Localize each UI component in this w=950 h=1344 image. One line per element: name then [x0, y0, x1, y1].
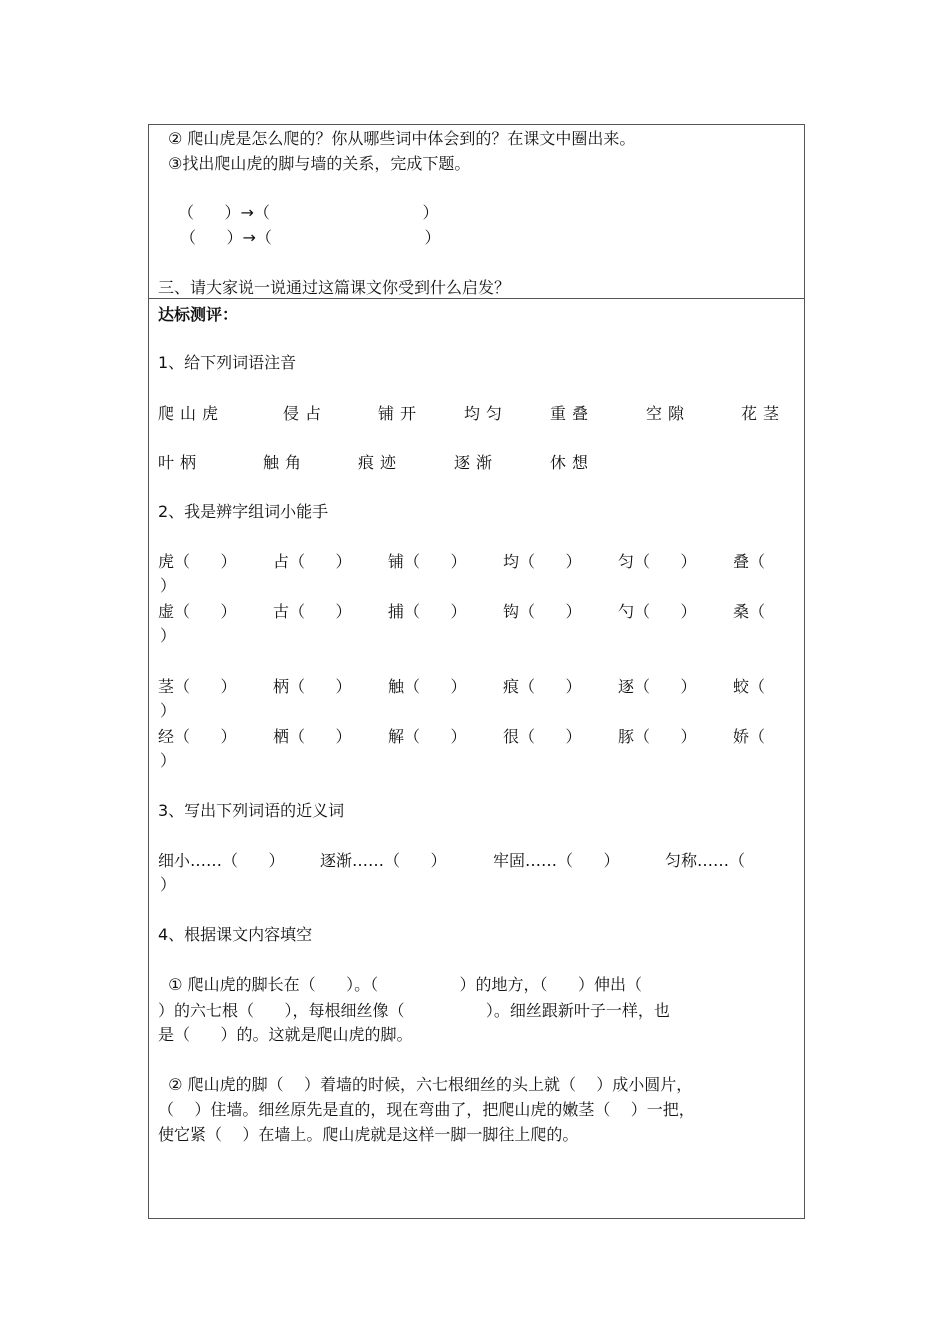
cell-text: 经: [158, 727, 175, 746]
cell-text: 解: [388, 727, 405, 746]
cell-text: （ ）: [634, 727, 697, 746]
char-cell: [273, 726, 352, 748]
cell-text: 古: [273, 602, 290, 621]
synonym-item: [320, 850, 447, 872]
cell-text: （ ）: [289, 727, 352, 746]
task-3-title: 3、写出下列词语的近义词: [158, 801, 345, 820]
cell-text: 捕: [388, 602, 405, 621]
arrow-row-1: （ ）→（ ）: [178, 203, 439, 222]
wrap-close-paren: ）: [160, 626, 177, 645]
task-4-p1-line-3: 是（ ）的。这就是爬山虎的脚。: [158, 1025, 413, 1044]
cell-text: 娇: [733, 727, 750, 746]
cell-text: 逐: [618, 677, 635, 696]
cell-text: （ ）: [634, 677, 697, 696]
task-4-p2-line-2: （ ）住墙。细丝原先是直的，现在弯曲了，把爬山虎的嫩茎（ ）一把，: [158, 1100, 695, 1119]
cell-text: （: [749, 552, 766, 571]
word: 痕迹: [358, 453, 403, 472]
char-cell: [733, 726, 765, 748]
char-cell: [503, 601, 582, 623]
cell-text: （: [749, 727, 766, 746]
synonym-item: [493, 850, 620, 872]
char-cell: [733, 551, 765, 573]
char-cell: [388, 726, 467, 748]
char-cell: [273, 551, 352, 573]
cell-text: 匀称……: [665, 851, 730, 870]
char-cell: [503, 726, 582, 748]
cell-text: （ ）: [557, 851, 620, 870]
char-cell: [618, 676, 697, 698]
cell-text: 蛟: [733, 677, 750, 696]
word: 休想: [550, 453, 595, 472]
cell-text: （ ）: [634, 602, 697, 621]
cell-text: （ ）: [404, 727, 467, 746]
test-heading: 达标测评：: [158, 305, 239, 324]
cell-text: 触: [388, 677, 405, 696]
cell-text: 豚: [618, 727, 635, 746]
cell-text: （: [749, 677, 766, 696]
task-2-title: 2、我是辨字组词小能手: [158, 502, 329, 521]
part-3-prompt: 三、请大家说一说通过这篇课文你受到什么启发？: [158, 278, 511, 297]
cell-text: 虎: [158, 552, 175, 571]
char-cell: [503, 551, 582, 573]
char-cell: [158, 726, 237, 748]
word: 均匀: [464, 404, 509, 423]
task-4-p1-line-1: ① 爬山虎的脚长在（ ）。（ ）的地方，（ ）伸出（: [158, 975, 643, 994]
char-cell: [618, 726, 697, 748]
wrap-close-paren: ）: [160, 701, 177, 720]
word: 花茎: [741, 404, 786, 423]
cell-text: （: [749, 602, 766, 621]
word: 爬山虎: [158, 404, 225, 423]
synonym-item: [665, 850, 745, 872]
wrap-close-paren: ）: [160, 875, 177, 894]
cell-text: 茎: [158, 677, 175, 696]
word: 重叠: [550, 404, 595, 423]
cell-text: 逐渐……: [320, 851, 385, 870]
task-4-title: 4、根据课文内容填空: [158, 925, 313, 944]
cell-text: （ ）: [174, 602, 237, 621]
word: 逐渐: [454, 453, 499, 472]
task-4-p2-line-1: ② 爬山虎的脚（ ）着墙的时候，六七根细丝的头上就（ ）成小圆片，: [158, 1075, 693, 1094]
cell-text: 柄: [273, 677, 290, 696]
cell-text: （ ）: [404, 602, 467, 621]
char-cell: [158, 551, 237, 573]
char-cell: [733, 676, 765, 698]
cell-text: 细小……: [158, 851, 223, 870]
word: 触角: [263, 453, 308, 472]
char-cell: [158, 601, 237, 623]
cell-text: （ ）: [174, 677, 237, 696]
task-1-title: 1、给下列词语注音: [158, 353, 297, 372]
cell-text: 匀: [618, 552, 635, 571]
cell-text: （ ）: [384, 851, 447, 870]
cell-text: 虚: [158, 602, 175, 621]
cell-text: 牢固……: [493, 851, 558, 870]
char-cell: [388, 676, 467, 698]
word: 铺开: [378, 404, 423, 423]
cell-text: （ ）: [634, 552, 697, 571]
question-2: ② 爬山虎是怎么爬的？你从哪些词中体会到的？在课文中圈出来。: [168, 129, 636, 148]
cell-text: 钩: [503, 602, 520, 621]
cell-text: （ ）: [519, 727, 582, 746]
cell-text: （ ）: [289, 552, 352, 571]
word: 空隙: [646, 404, 691, 423]
char-cell: [388, 551, 467, 573]
char-cell: [273, 676, 352, 698]
arrow-row-2: （ ）→（ ）: [180, 228, 441, 247]
cell-text: 勺: [618, 602, 635, 621]
cell-text: （: [729, 851, 746, 870]
task-4-p1-line-2: ）的六七根（ ），每根细丝像（ ）。细丝跟新叶子一样，也: [158, 1001, 670, 1020]
char-cell: [273, 601, 352, 623]
cell-text: （ ）: [222, 851, 285, 870]
cell-text: 痕: [503, 677, 520, 696]
cell-text: （ ）: [174, 552, 237, 571]
question-3: ③找出爬山虎的脚与墙的关系，完成下题。: [168, 154, 471, 173]
cell-text: 叠: [733, 552, 750, 571]
wrap-close-paren: ）: [160, 751, 177, 770]
cell-text: 铺: [388, 552, 405, 571]
char-cell: [158, 676, 237, 698]
cell-text: 栖: [273, 727, 290, 746]
word: 侵占: [283, 404, 328, 423]
char-cell: [503, 676, 582, 698]
cell-text: 占: [273, 552, 290, 571]
char-cell: [733, 601, 765, 623]
cell-text: （ ）: [289, 602, 352, 621]
char-cell: [618, 551, 697, 573]
cell-text: （ ）: [404, 552, 467, 571]
cell-text: （ ）: [404, 677, 467, 696]
synonym-item: [158, 850, 285, 872]
cell-text: 桑: [733, 602, 750, 621]
cell-text: （ ）: [519, 602, 582, 621]
task-4-p2-line-3: 使它紧（ ）在墙上。爬山虎就是这样一脚一脚往上爬的。: [158, 1125, 579, 1144]
cell-text: 均: [503, 552, 520, 571]
word: 叶柄: [158, 453, 203, 472]
char-cell: [388, 601, 467, 623]
cell-text: 很: [503, 727, 520, 746]
cell-text: （ ）: [174, 727, 237, 746]
char-cell: [618, 601, 697, 623]
cell-text: （ ）: [289, 677, 352, 696]
cell-text: （ ）: [519, 552, 582, 571]
cell-text: （ ）: [519, 677, 582, 696]
wrap-close-paren: ）: [160, 576, 177, 595]
